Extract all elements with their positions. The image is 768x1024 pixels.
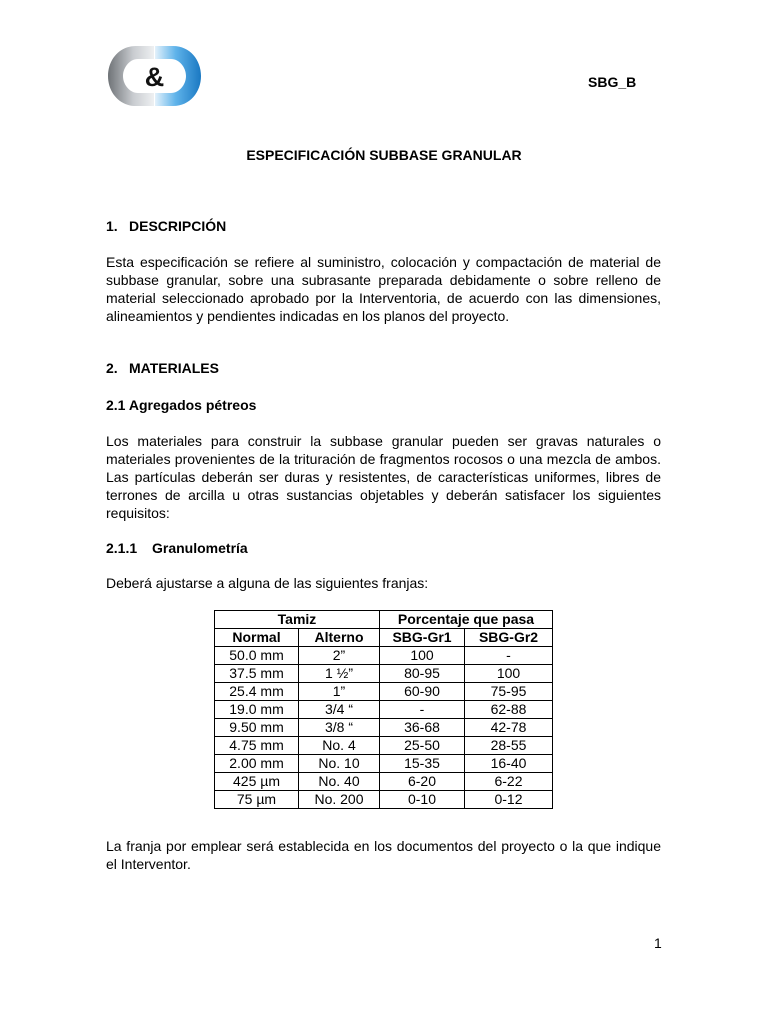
- table-cell: No. 4: [299, 737, 380, 755]
- table-row: [215, 683, 553, 701]
- logo-ampersand: &: [144, 62, 165, 92]
- table-cell: 1 ½”: [299, 665, 380, 683]
- table-cell: 25.4 mm: [215, 683, 299, 701]
- section-1-title: DESCRIPCIÓN: [129, 218, 227, 234]
- table-cell: 25-50: [380, 737, 465, 755]
- section-1-heading: [106, 218, 226, 234]
- table-cell: 2”: [299, 647, 380, 665]
- section-1-paragraph: Esta especificación se refiere al suministro, colocación y compactación de material de subbase granular, sobre una subrasante preparada debidamente o sobre relleno de material seleccionado aprobado por la Interventoria, de acuerdo con las dimensiones, alineamientos y pendientes indicadas en los planos del proyecto.: [106, 254, 661, 324]
- table-cell: 16-40: [465, 755, 553, 773]
- table-cell: 9.50 mm: [215, 719, 299, 737]
- table-cell: 75 µm: [215, 791, 299, 809]
- table-column-header-row: [215, 629, 553, 647]
- table-cell: 37.5 mm: [215, 665, 299, 683]
- subsection-2-1-heading: 2.1 Agregados pétreos: [106, 397, 257, 413]
- table-row: [215, 755, 553, 773]
- table-group-header-row: [215, 611, 553, 629]
- table-row: [215, 665, 553, 683]
- table-cell: No. 40: [299, 773, 380, 791]
- table-group-header-tamiz: Tamiz: [215, 611, 380, 629]
- document-code: SBG_B: [588, 74, 637, 90]
- table-row: [215, 773, 553, 791]
- table-row: [215, 791, 553, 809]
- table-cell: 50.0 mm: [215, 647, 299, 665]
- table-cell: 6-22: [465, 773, 553, 791]
- table-cell: 4.75 mm: [215, 737, 299, 755]
- table-column-header: SBG-Gr1: [380, 629, 465, 647]
- table-cell: No. 10: [299, 755, 380, 773]
- table-row: [215, 719, 553, 737]
- document-title: ESPECIFICACIÓN SUBBASE GRANULAR: [246, 147, 522, 163]
- page-number: 1: [654, 935, 662, 951]
- table-cell: -: [380, 701, 465, 719]
- granulometry-intro: Deberá ajustarse a alguna de las siguientes franjas:: [106, 575, 429, 591]
- section-2-heading: [106, 360, 219, 376]
- table-row: [215, 737, 553, 755]
- table-column-header: SBG-Gr2: [465, 629, 553, 647]
- company-logo: [106, 44, 203, 108]
- table-cell: 2.00 mm: [215, 755, 299, 773]
- table-cell: 60-90: [380, 683, 465, 701]
- table-cell: 425 µm: [215, 773, 299, 791]
- table-column-header: Normal: [215, 629, 299, 647]
- table-cell: 0-10: [380, 791, 465, 809]
- table-cell: 19.0 mm: [215, 701, 299, 719]
- table-cell: -: [465, 647, 553, 665]
- table-cell: No. 200: [299, 791, 380, 809]
- table-group-header-porcentaje: Porcentaje que pasa: [380, 611, 553, 629]
- table-column-header: Alterno: [299, 629, 380, 647]
- table-cell: 3/4 “: [299, 701, 380, 719]
- table-cell: 62-88: [465, 701, 553, 719]
- section-1-number: 1.: [106, 218, 118, 234]
- granulometry-closing: La franja por emplear será establecida en los documentos del proyecto o la que indique el Interventor.: [106, 838, 661, 872]
- table-cell: 36-68: [380, 719, 465, 737]
- table-cell: 42-78: [465, 719, 553, 737]
- subsection-2-1-1-heading: [106, 540, 248, 556]
- section-2-title: MATERIALES: [129, 360, 219, 376]
- table-cell: 15-35: [380, 755, 465, 773]
- table-row: [215, 647, 553, 665]
- table-cell: 1”: [299, 683, 380, 701]
- granulometry-table: [214, 610, 553, 809]
- section-2-number: 2.: [106, 360, 118, 376]
- table-cell: 3/8 “: [299, 719, 380, 737]
- table-cell: 100: [465, 665, 553, 683]
- table-cell: 0-12: [465, 791, 553, 809]
- table-cell: 80-95: [380, 665, 465, 683]
- table-cell: 6-20: [380, 773, 465, 791]
- table-cell: 75-95: [465, 683, 553, 701]
- subsection-2-1-paragraph: Los materiales para construir la subbase granular pueden ser gravas naturales o materiales provenientes de la trituración de fragmentos rocosos o una mezcla de ambos. Las partículas deberán ser duras y resistentes, de características uniformes, libres de terrones de arcilla u otras sustancias objetables y deberán satisfacer los siguientes requisitos:: [106, 433, 661, 521]
- subsection-2-1-1-title: Granulometría: [152, 540, 248, 556]
- table-cell: 100: [380, 647, 465, 665]
- table-row: [215, 701, 553, 719]
- subsection-2-1-1-number: 2.1.1: [106, 540, 138, 556]
- table-cell: 28-55: [465, 737, 553, 755]
